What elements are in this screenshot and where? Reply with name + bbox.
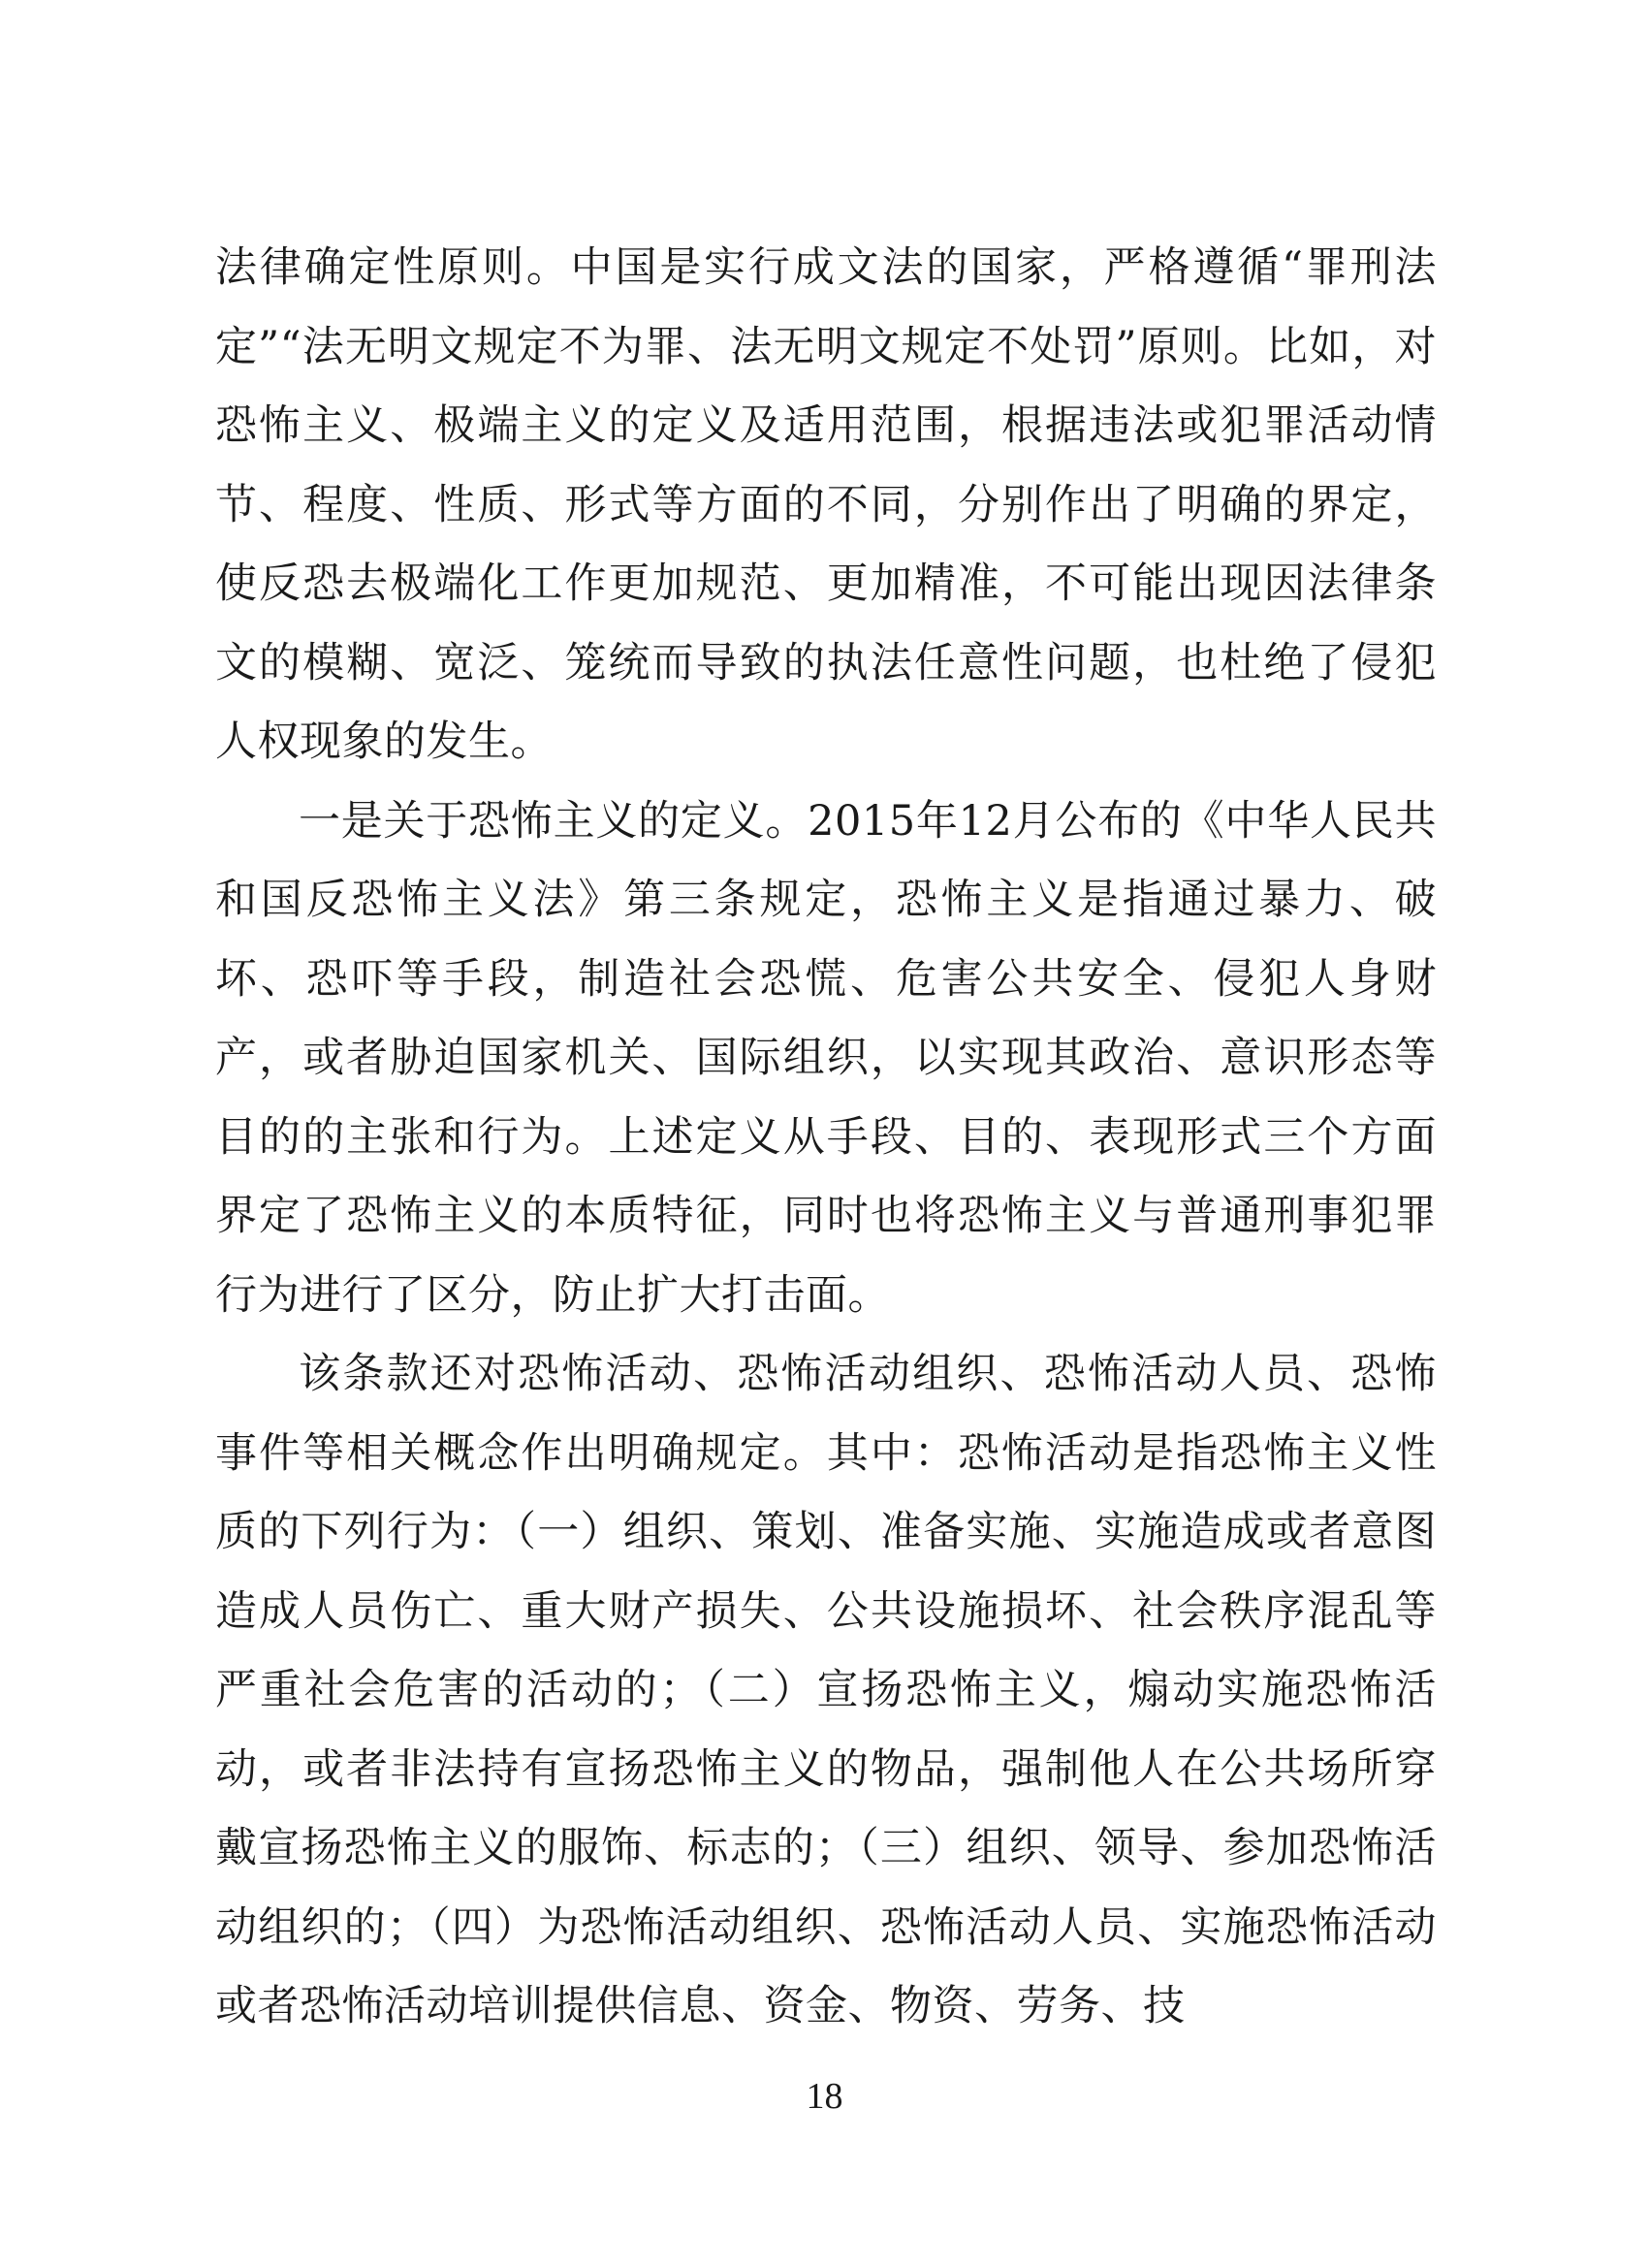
paragraph-legal-certainty: 法律确定性原则。中国是实行成文法的国家，严格遵循“罪刑法定”“法无明文规定不为罪、法无明文规定不处罚”原则。比如，对恐怖主义、极端主义的定义及适用范围，根据违法或犯罪活动情节、程度、性质、形式等方面的不同，分别作出了明确的界定，使反恐去极端化工作更加规范、更加精准，不可能出现因法律条文的模糊、宽泛、笼统而导致的执法任意性问题，也杜绝了侵犯人权现象的发生。 bbox=[215, 243, 1437, 766]
page-number: 18 bbox=[806, 2076, 843, 2117]
paragraph-terrorism-definition: 一是关于恐怖主义的定义。2015年12月公布的《中华人民共和国反恐怖主义法》第三条规定，恐怖主义是指通过暴力、破坏、恐吓等手段，制造社会恐慌、危害公共安全、侵犯人身财产，或者胁迫国家机关、国际组织，以实现其政治、意识形态等目的的主张和行为。上述定义从手段、目的、表现形式三个方面界定了恐怖主义的本质特征，同时也将恐怖主义与普通刑事犯罪行为进行了区分，防止扩大打击面。 bbox=[215, 796, 1437, 1320]
body-text bbox=[215, 229, 1437, 2047]
paragraph-related-concepts: 该条款还对恐怖活动、恐怖活动组织、恐怖活动人员、恐怖事件等相关概念作出明确规定。其中：恐怖活动是指恐怖主义性质的下列行为：（一）组织、策划、准备实施、实施造成或者意图造成人员伤亡、重大财产损失、公共设施损坏、社会秩序混乱等严重社会危害的活动的；（二）宣扬恐怖主义，煽动实施恐怖活动，或者非法持有宣扬恐怖主义的物品，强制他人在公共场所穿戴宣扬恐怖主义的服饰、标志的；（三）组织、领导、参加恐怖活动组织的；（四）为恐怖活动组织、恐怖活动人员、实施恐怖活动或者恐怖活动培训提供信息、资金、物资、劳务、技 bbox=[215, 1350, 1437, 2030]
